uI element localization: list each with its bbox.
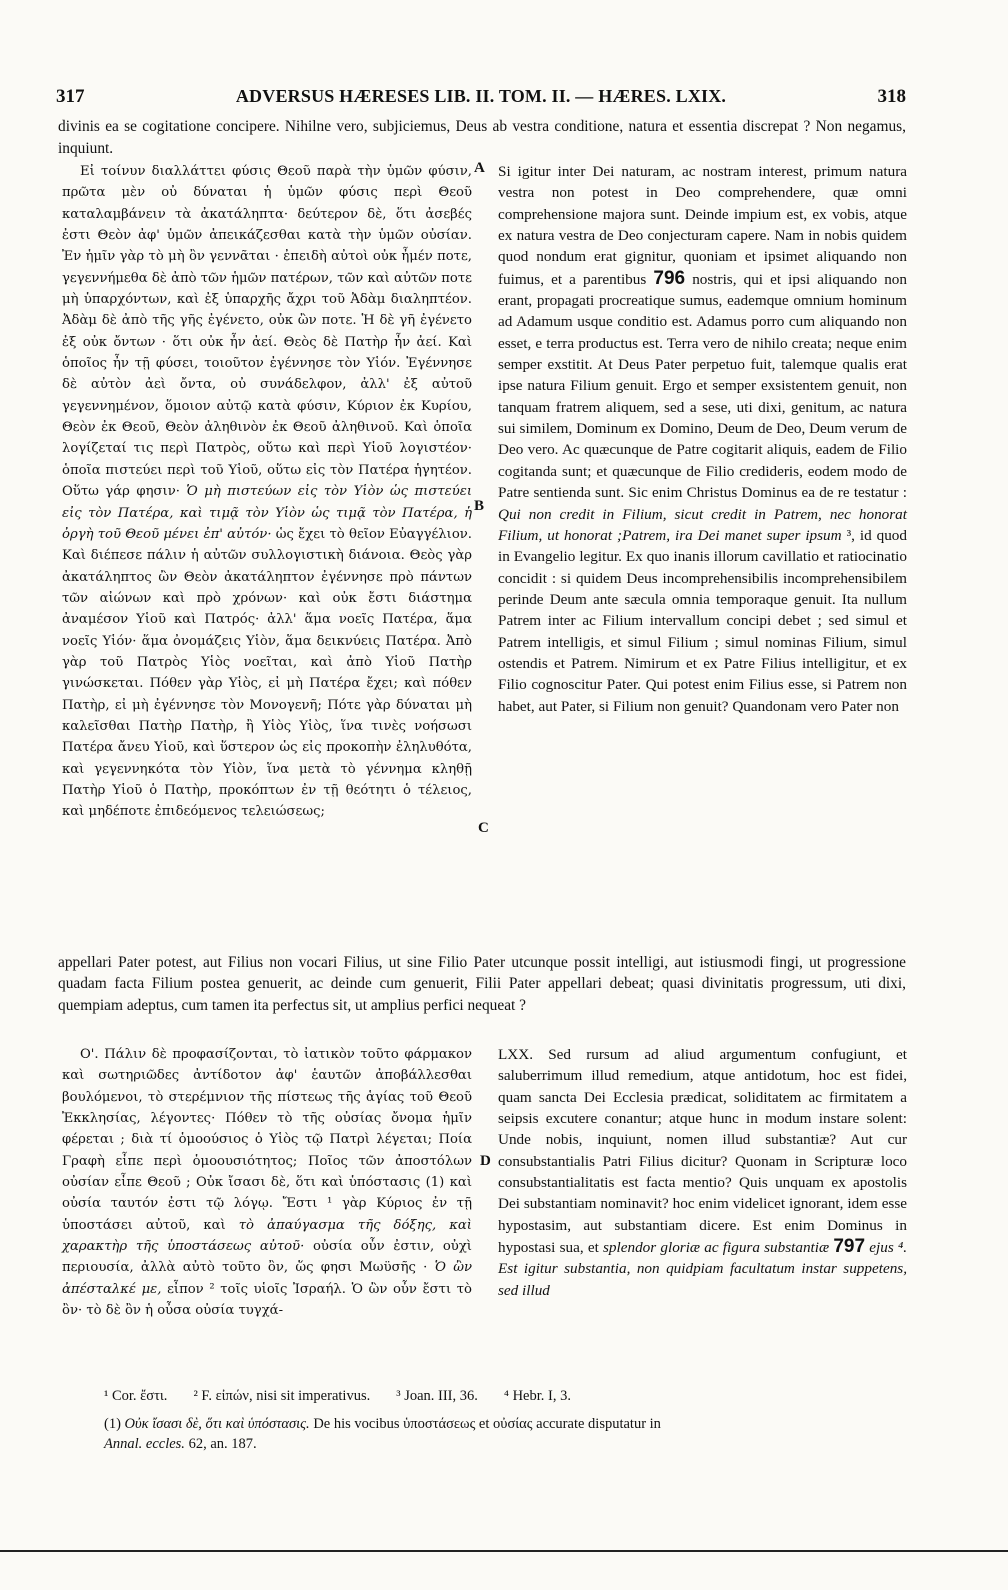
greek-column-1	[62, 161, 472, 823]
greek-column-2	[62, 1044, 472, 1321]
footnote-5-ref: Annal. eccles.	[104, 1436, 185, 1452]
footnote-4: ⁴ Hebr. I, 3.	[503, 1388, 571, 1404]
footnote-5-text: De his vocibus ὑποστάσεως et οὐσίας accurate disputatur in	[313, 1416, 661, 1432]
footnote-line-1	[104, 1386, 904, 1406]
latin-span-text: appellari Pater potest, aut Filius non vocari Filius, ut sine Filio Pater utcunque possit intelligi, aut istiusmodi fingi, ut progressione quadam facta Filium postea genuerit, ac deinde cum genuerit, Filii Pater appellari debeat; quasi divinitatis progressum, uti dixi, quempiam adeptus, cum tamen ita perfectus sit, ut amplius perfici nequeat ?	[58, 954, 906, 1014]
greek-paragraph-2	[62, 1044, 472, 1321]
column-number-797: 797	[833, 1236, 866, 1258]
greek-text: Εἰ τοίνυν διαλλάττει φύσις Θεοῦ παρὰ τὴν ὑμῶν φύσιν, πρῶτα μὲν οὐ δύναται ἡ ὑμῶν φύσις περὶ Θεοῦ καταλαμβάνειν τὰ ἀκατάληπτα· δεύτερον δὲ, ὅτι ἀσεβές ἐστι Θεὸν ἀφ' ὑμῶν ἀπεικάζεσθαι κατὰ τὴν ὑμῶν οὐσίαν. Ἐν ἡμῖν γὰρ τὸ μὴ ὂν γεννᾶται · ἐπειδὴ αὐτοὶ οὐκ ἦμέν ποτε, γεγεννήμεθα δὲ ἀπὸ τῶν ἡμῶν πατέρων, τῶν καὶ αὐτῶν ποτε μὴ ὑπαρχόντων, καὶ ἐξ ὑπαρχῆς ἄχρι τοῦ Ἀδὰμ διαληπτέον. Ἀδὰμ δὲ ἀπὸ τῆς γῆς ἐγένετο, οὐκ ὢν ποτε. Ἡ δὲ γῆ ἐγένετο ἐξ οὐκ ὄντων · ὅτι οὐκ ἦν ἀεί. Θεὸς δὲ Πατὴρ ἦν ἀεί. Καὶ ὁποῖος ἦν τῇ φύσει, τοιοῦτον ἐγέννησε τὸν Υἱόν. Ἐγέννησε δὲ αὐτὸν ἀεὶ ὄντα, οὐ συνάδελφον, ἀλλ' ἐξ αὐτοῦ γεγεννημένον, ὅμοιον αὐτῷ κατὰ φύσιν, Κύριον ἐκ Κυρίου, Θεὸν ἐκ Θεοῦ, Θεὸν ἀληθινὸν ἐκ Θεοῦ ἀληθινοῦ. Καὶ ὁποῖα λογίζεταί τις περὶ Πατρὸς, οὕτω καὶ περὶ Υἱοῦ λογιστέον· ὁποῖα πιστεύει περὶ τοῦ Υἱοῦ, οὕτω εἰς τὸν Πατέρα ἡγητέον. Οὕτω γάρ φησιν·	[62, 164, 472, 500]
column-number-796: 796	[653, 267, 686, 289]
page-number-left: 317	[56, 86, 85, 107]
footnote-5-ref-tail: 62, an. 187.	[188, 1436, 257, 1452]
footnote-5-greek: Οὐκ ἴσασι δὲ, ὅτι καὶ ὑπόστασις.	[124, 1416, 310, 1432]
margin-letter-d: D	[480, 1153, 491, 1169]
latin-quote: Qui non credit in Filium, sicut credit in Patrem, nec honorat Filium, ut honorat ;Patrem, ira Dei manet super ipsum	[498, 505, 907, 544]
latin-text-2: LXX. Sed rursum ad aliud argumentum confugiunt, et saluberrimum illud remedium, atque antidotum, hoc est fidei, quam sancta Dei Ecclesia prædicat, soliditatem ac firmitatem a seipsis excutere conantur; atque hunc in modum instare solent: Unde nobis, inquiunt, nomen illud substantiæ? Aut cur consubstantialis Patri Filius dicitur? Quonam in Scripturæ loco consubstantialitatis est facta mentio? Quis unquam ex apostolis Dei substantiam nominavit? hoc enim videlicet ignorant, idem esse hypostasim, aut substantiam dicere. Est enim Dominus in hypostasi sua, et	[498, 1046, 907, 1257]
latin-spanning-paragraph	[58, 952, 906, 1016]
footnotes	[104, 1386, 904, 1454]
greek-text-2c: εἶπον ² τοῖς υἱοῖς Ἰσραήλ. Ὁ ὢν οὖν ἔστι τὸ ὂν· τὸ δὲ ὂν ἡ οὖσα οὐσία τυγχά-	[62, 1281, 472, 1319]
footnote-3: ³ Joan. III, 36.	[396, 1388, 478, 1404]
latin-paragraph-2	[498, 1044, 907, 1301]
running-header	[56, 86, 906, 110]
lead-paragraph	[58, 116, 906, 159]
footnote-2: ² F. εἰπών, nisi sit imperativus.	[193, 1388, 371, 1404]
latin-paragraph	[498, 161, 907, 717]
greek-text-2: Ο'. Πάλιν δὲ προφασίζονται, τὸ ἰατικὸν τοῦτο φάρμακον καὶ σωτηριῶδες ἀντίδοτον ἀφ' ἑαυτῶν ἀποβάλλεσθαι βουλόμενοι, τὸ στερέμνιον τῆς πίστεως τῆς ἁγίας τοῦ Θεοῦ Ἐκκλησίας, λέγοντες· Πόθεν τὸ τῆς οὐσίας ὄνομα ἡμῖν φέρεται ; διὰ τί ὁμοούσιος ὁ Υἱὸς τῷ Πατρὶ λέγεται; Ποία Γραφὴ εἶπε περὶ ὁμοουσιότητος; Ποῖος τῶν ἀποστόλων οὐσίαν εἶπε Θεοῦ ; Οὐκ ἴσασι δὲ, ὅτι καὶ ὑπόστασις (1) καὶ οὐσία ταυτόν ἐστι τῷ λόγῳ. Ἔστι ¹ γὰρ Κύριος ἐν τῇ ὑποστάσει αὐτοῦ, καὶ	[62, 1047, 472, 1233]
margin-letter-b: B	[474, 498, 485, 514]
greek-text-2b: οὐσία οὖν ἐστιν, οὐχὶ περιουσία, ἀλλὰ αὐτὸ τοῦτο ὂν, ὥς φησι Μωϋσῆς ·	[62, 1239, 472, 1276]
latin-text: Si igitur inter Dei naturam, ac nostram interest, primum natura vestra non potest in Deo comprehendere, quæ omni comprehensione majora sunt. Deinde impium est, ex vobis, atque ex natura vestra de Deo conjecturam capere. Nam in nobis quidem quod nondum erat gignitur, quoniam et ipsimet aliquando non fuimus, et a parentibus	[498, 163, 907, 288]
page-number-right: 318	[877, 86, 906, 107]
latin-column-2	[498, 1044, 907, 1301]
footnote-line-2	[104, 1414, 904, 1454]
margin-letter-a: A	[474, 160, 485, 176]
footnote-5-label: (1)	[104, 1416, 121, 1432]
margin-letter-c: C	[478, 820, 489, 836]
latin-column-1	[498, 161, 907, 717]
greek-paragraph	[62, 161, 472, 823]
greek-text-rest: ὡς ἔχει τὸ θεῖον Εὐαγγέλιον. Καὶ διέπεσε πάλιν ἡ αὐτῶν συλλογιστικὴ διάνοια. Θεὸς γὰρ ἀκατάληπτος ὢν Θεὸν ἀκατάληπτον ἐγέννησε πρὸ πάντων τῶν αἰώνων καὶ πρὸ χρόνων· καὶ οὐκ ἔστι διάστημα ἀναμέσον Υἱοῦ καὶ Πατρός· ἀλλ' ἅμα νοεῖς Πατέρα, ἅμα νοεῖς Υἱόν· ἅμα ὀνομάζεις Υἱὸν, ἅμα δεικνύεις Πατέρα. Ἀπὸ γὰρ τοῦ Πατρὸς Υἱὸς νοεῖται, καὶ ἀπὸ Υἱοῦ Πατὴρ γινώσκεται. Πόθεν γὰρ Υἱὸς, εἰ μὴ Πατέρα ἔχει; καὶ πόθεν Πατὴρ, εἰ μὴ ἐγέννησε τὸν Μονογενῆ; Πότε γὰρ δύναται μὴ καλεῖσθαι Πατὴρ Πατὴρ, ἢ Υἱὸς Υἱὸς, ἵνα τινὲς νοήσωσι Πατέρα ἄνευ Υἱοῦ, καὶ ὕστερον ὡς εἰς προκοπὴν ἐληλυθότα, καὶ γεγεννηκότα τὸν Υἱὸν, ἵνα μετὰ τὸ γέννημα κληθῇ Πατὴρ Υἱοῦ ὁ Πατὴρ, προκόπτων ἐν τῇ θεότητι ὁ τέλειος, καὶ μηδέποτε ἐπιδεόμενος τελειώσεως;	[62, 526, 472, 820]
latin-text-c: ³, id quod in Evangelio legitur. Ex quo inanis illorum cavillatio et ratiocinatio concidit : si quidem Deus incomprehensibilis incomprehensibilem perinde Deum ante sæcula omnia temporaque genuit. Ita nullum Patrem inter ac Filium intervallum concipi debet ; sed simul et Patrem intelligis, et simul Filium ; simul nominas Filium, simul ostendis et Patrem. Nimirum et ex Patre Filius intelligitur, et ex Filio cognoscitur Pater. Qui potest enim Filius esse, si Patrem non habet, aut Pater, si Filium non genuit? Quandonam vero Pater non	[498, 526, 907, 715]
latin-text-2b: ejus ⁴. Est igitur substantia, non quidpiam facultatum instar suppetens, sed illud	[498, 1239, 908, 1299]
greek-quote-2: τὸ ἀπαύγασμα τῆς δόξης, καὶ χαρακτὴρ τῆς ὑποστάσεως αὐτοῦ·	[62, 1217, 472, 1255]
footnote-1: ¹ Cor. ἔστι.	[104, 1388, 168, 1404]
latin-quote-2: splendor gloriæ ac figura substantiæ	[603, 1239, 830, 1257]
bottom-rule	[0, 1550, 1008, 1552]
latin-text-b: nostris, qui et ipsi aliquando non erant, propagati procreatique sumus, eademque omnium hominum ad Adamum usque conditio est. Adamus porro cum aliquando non esset, e terra productus est. Terra vero de nihilo creata; neque enim semper exstitit. At Deus Pater perpetuo fuit, talemque qualis erat ipse natura Filium genuit. Ergo et semper exsistentem genuit, non tanquam fratrem aliquem, sed a sese, uti dixi, genitum, ac natura sui similem, Dominum ex Domino, Deum de Deo, Deum verum de Deo vero. Ac quæcunque de Patre cogitarit aliquis, eadem de Filio cogitanda sunt; et quæcunque de Filio credideris, eodem modo de Patre sentienda sunt. Sic enim Christus Dominus ea de re testatur :	[498, 270, 907, 502]
lead-text: divinis ea se cogitatione concipere. Nihilne vero, subjiciemus, Deus ab vestra conditione, natura et essentia discrepat ? Non negamus, inquiunt.	[58, 118, 906, 157]
running-title: ADVERSUS HÆRESES LIB. II. TOM. II. — HÆRES. LXIX.	[235, 86, 727, 106]
greek-quote-3: Ὁ ὢν ἀπέσταλκέ με,	[62, 1260, 472, 1297]
greek-quote: Ὁ μὴ πιστεύων εἰς τὸν Υἱὸν ὡς πιστεύει εἰς τὸν Πατέρα, καὶ τιμᾷ τὸν Υἱὸν ὡς τιμᾷ τὸν Πατέρα, ἡ ὀργὴ τοῦ Θεοῦ μένει ἐπ' αὐτόν·	[62, 484, 472, 542]
